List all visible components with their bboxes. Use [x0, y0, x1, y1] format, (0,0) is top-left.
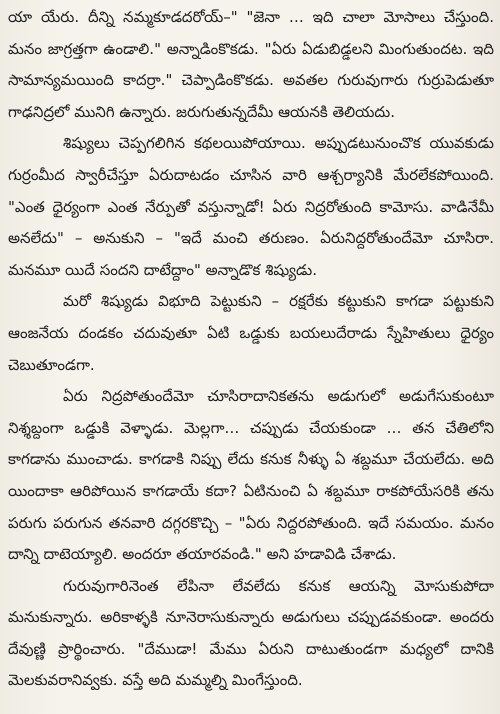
paragraph-5: గురువుగారినెంత లేపినా లేవలేదు కనుక ఆయన్ని మోసుకుపోదా మనుకున్నారు. అరికాళ్ళకి నూనెరాసుకున్నారు అడుగులు చప్పుడవకుండా. అందరు దేవుణ్ణి ప్రార్థించారు. "దేముడా! మేము ఏరుని దాటుతుండగా మధ్యలో దానికి మెలకువరానివ్వకు. వస్తే అది మమ్మల్ని మింగేస్తుంది.	[8, 576, 494, 690]
paragraph-4: ఏరు నిద్రపోతుందేమో చూసిరాదానికతను అడుగులో అడుగేసుకుంటూ నిశ్శబ్దంగా ఒడ్డుకి వెళ్ళాడు. మెల్లగా… చప్పుడు చేయకుండా … తన చేతిలోని కాగడాను ముంచాడు. కాగడాకి నిప్పు లేదు కనుక నీళ్ళు ఏ శబ్దమూ చేయలేదు. అది యిందాకా ఆరిపోయిన కాగడాయే కదా? ఏటినుంచి ఏ శబ్దమూ రాకపోయేసరికి తను పరుగు పరుగున తనవారి దగ్గరకొచ్చి – "ఏరు నిద్దరపోతుంది. ఇదే సమయం. మనం దాన్ని దాటెయ్యాలి. అందరూ తయారవండి." అని హడావిడి చేశాడు.	[8, 387, 494, 564]
paragraph-2: శిష్యులు చెప్పగలిగిన కథలయిపోయాయి. అప్పుడటునుంచొక యువకుడు గుర్రంమీద స్వారీచేస్తూ ఏరుదాటడం చూసిన వారి ఆశ్చర్యానికి మేరలేకపోయింది. "ఎంత ధైర్యంగా ఎంత నేర్పుతో వస్తున్నాడో! ఏరు నిద్రరోతుంది కామోసు. వాడినేమీ అనలేదు" – అనుకుని – "ఇదే మంచి తరుణం. ఏరునిద్దరోతుందేమో చూసిరా. మనమూ యిదే సందని దాటేద్దాం" అన్నాడొక శిష్యుడు.	[8, 134, 494, 279]
paragraph-1: యా యేరు. దీన్ని నమ్మకూడదరోయ్–" "జెనా … ఇది చాలా మోసాలు చేస్తుంది. మనం జాగ్రత్తగా ఉండాలి." అన్నాడింకొకడు. "ఏరు ఏడుబిడ్డలని మింగుతుందట. ఇది సామాన్యమయింది కాదర్రా." చెప్పాడింకొకడు. అవతల గురువుగారు గుర్రుపెడుతూ గాఢనిద్రలో మునిగి ఉన్నారు. జరుగుతున్నదేమీ ఆయనకి తెలియదు.	[8, 8, 494, 121]
paragraph-3: మరో శిష్యుడు విభూది పెట్టుకుని – రక్షరేకు కట్టుకుని కాగడా పట్టుకుని ఆంజనేయ దండకం చదువుతూ ఏటి ఒడ్డుకు బయలుదేరాడు స్నేహితులు ధైర్యం చెబుతూండగా.	[8, 292, 494, 374]
